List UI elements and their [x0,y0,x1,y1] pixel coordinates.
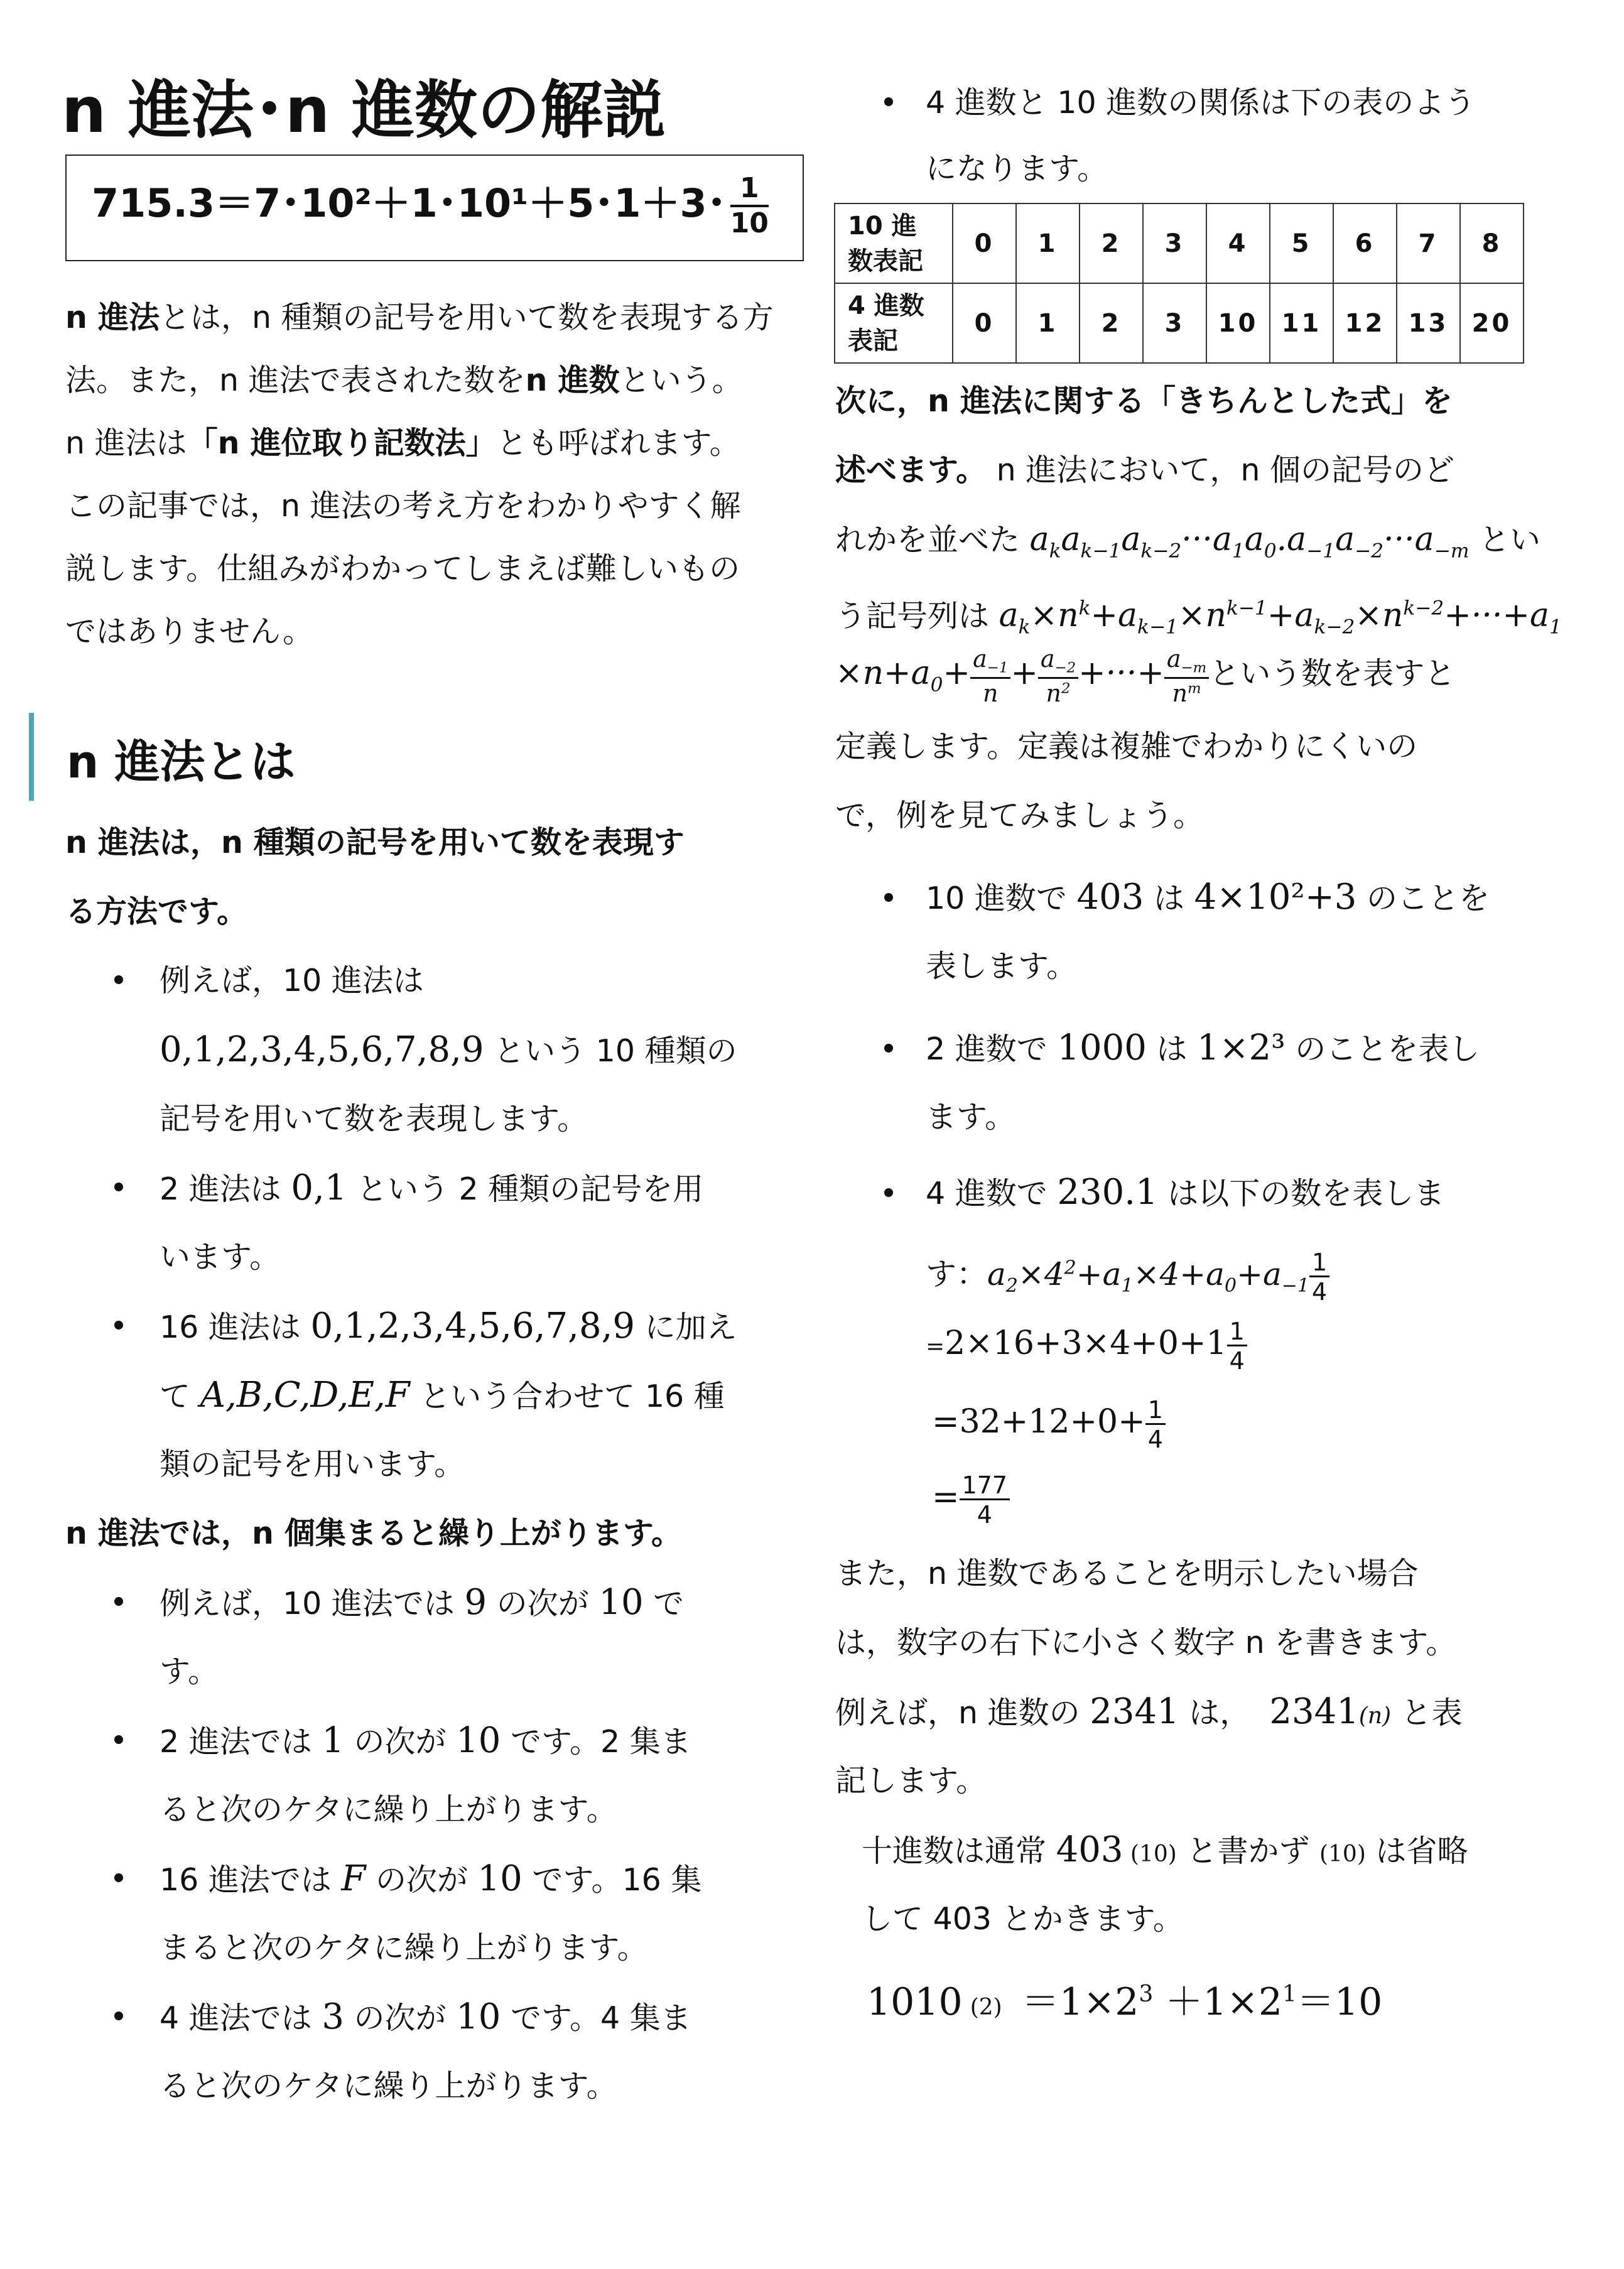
intro-text: 法。また，n 進法で表された数を [65,362,526,398]
bullet-1-line-3: 記号を用いて数を表現します。 [160,1101,588,1137]
example-text: は以下の数を表しま [1157,1176,1445,1211]
example-text: は [1144,880,1194,916]
intro-line-6: ではありません。 [65,614,313,649]
example-2-line-1 [926,1014,1480,1083]
calc-line-3 [932,1463,1010,1532]
number: 403 [1056,1829,1123,1870]
section-paragraph-1b: る方法です。 [65,894,248,929]
table-cell: 7 [1397,203,1460,283]
carry-bullet-1-line-1 [160,1569,684,1638]
intro-text: とも呼ばれます。 [496,425,740,461]
bullet-text: の次が [365,1862,478,1898]
table-cell: 12 [1333,283,1397,363]
bullet-3-line-1 [160,1292,737,1362]
base-subscript: (n) [1358,1703,1392,1729]
frac-num: 1 [1227,1318,1247,1346]
bullet-text: です。16 集 [522,1862,702,1898]
base-conversion-table [834,203,1524,364]
frac-den: 4 [1147,1426,1163,1453]
example-text: は [1146,1031,1197,1067]
definition-lead: 述べます。 [835,452,987,488]
number: 1010 [867,1980,963,2024]
notation-line-4: 記します。 [835,1763,987,1799]
table-cell: 5 [1270,203,1333,283]
formula-box [65,154,804,261]
number: 3 [322,1996,344,2037]
note-text: と書かず [1176,1833,1319,1869]
bullet-text: です。4 集ま [501,2000,691,2036]
math-expression: 4×10²+3 [1194,877,1357,918]
bullet-text: 2 進法は [160,1171,291,1207]
table-intro-line-1: 4 進数と 10 進数の関係は下の表のよう [926,85,1476,121]
definition-line-2 [835,436,1454,504]
carry-bullet-4-line-1 [160,1983,691,2052]
exponent: 1 [1282,1981,1297,2007]
bullet-1-line-1: 例えば，10 進法は [160,963,424,999]
row-header-text: 数表記 [848,246,923,276]
quarter-fraction [1145,1397,1166,1451]
bullet-3-line-3: 類の記号を用います。 [160,1446,465,1482]
page-title: n 進法･n 進数の解説 [62,73,666,147]
bullet-text: の次が [487,1586,599,1622]
equals-sign: = [932,1478,960,1516]
number: 1000 [1057,1027,1147,1068]
example-text: のことを表し [1285,1031,1480,1067]
digits-0-9: 0,1,2,3,4,5,6,7,8,9 [160,1029,484,1070]
decimal-note-line-1 [862,1816,1468,1888]
frac-num: 1 [1309,1249,1329,1277]
decimal-note-line-2: して 403 とかきます。 [862,1901,1184,1937]
carry-bullet-4-line-2: ると次のケタに繰り上がります。 [160,2068,617,2104]
number: F [341,1858,366,1899]
bullet-text: の次が [344,2000,457,2036]
definition-text: という数を表すと [1209,656,1456,691]
table-cell: 0 [953,203,1016,283]
example-1-line-1 [926,864,1490,933]
bullet-text: 2 進法では [160,1724,322,1760]
intro-text: という。 [619,362,743,398]
number: 2341 [1090,1691,1179,1732]
row-header-text: 表記 [848,326,898,355]
table-cell: 20 [1460,283,1524,363]
bullet-3-line-2 [160,1362,725,1431]
bullet-text: です。2 集ま [501,1724,691,1760]
number: 2341 [1269,1691,1359,1732]
row-header-text: 4 進数 [848,291,924,320]
term-n-shinsu: n 進数 [525,362,620,398]
formula-main: 715.3＝7･10²＋1･10¹＋5･1＋3･ [92,180,727,227]
bullet-2-line-2: います。 [160,1239,281,1275]
example-text: 10 進数で [926,880,1077,916]
bullet-text: 例えば，10 進法では [160,1586,465,1622]
notation-line-1: また，n 進数であることを明示したい場合 [835,1556,1419,1591]
example-1-line-2: 表します。 [926,948,1078,984]
bullet-text: に加え [635,1309,737,1345]
table-cell: 4 [1206,203,1270,283]
table-cell: 3 [1143,283,1206,363]
formula-fraction [730,172,769,240]
bullet-text: 4 進法では [160,2000,322,2036]
table-cell: 10 [1206,283,1270,363]
result-fraction [960,1472,1010,1527]
bullet-dot [884,1044,893,1053]
intro-line-4: この記事では，n 進法の考え方をわかりやすく解 [65,488,741,524]
bullet-text: という合わせて 16 種 [409,1378,725,1414]
expansion-formula: $a_k\times n^k+a_{k-1}\times n^{k-1}+a_{k-2}\times n^{k-2}+\cdot\cdot\cdot+a_1$ [999,597,1562,639]
note-text: は省略 [1365,1833,1468,1869]
carry-bullet-2-line-1 [160,1707,691,1776]
note-text: 十進数は通常 [862,1833,1056,1869]
number: 10 [598,1582,644,1623]
example-text: 4 進数で [926,1176,1058,1211]
frac-den: 4 [1312,1277,1328,1306]
carry-bullet-3-line-1 [160,1845,701,1914]
bullet-dot [114,1183,123,1191]
quarter-fraction [1227,1318,1247,1373]
expansion-formula-cont: $\times n+a_0+$ $\frac{a_{-1}}{n}$ + $\frac{a_{-2}}{n^2}$ +···+ $\frac{a_{-m}}{n^m}$ [835,654,1209,692]
definition-text: とい [1469,522,1540,558]
definition-line-6: 定義します。定義は複雑でわかりにくいの [835,728,1418,764]
formula-frac-num: 1 [730,172,769,207]
number: 10 [456,1996,501,2037]
frac-den: 4 [1229,1347,1245,1375]
row-header-base4 [835,283,953,363]
hex-letters: A,B,C,D,E,F [200,1375,410,1416]
formula [92,172,769,240]
table-cell: 0 [953,283,1016,363]
carry-bullet-3-line-2: まると次のケタに繰り上がります。 [160,1930,648,1966]
definition-text: れかを並べた [835,522,1030,558]
bullet-dot [114,1597,123,1606]
row-header-decimal [835,203,953,283]
bullet-2-line-1 [160,1154,703,1223]
notation-text: は， [1179,1695,1251,1731]
bullet-dot [884,893,893,902]
calc-line-2 [932,1388,1166,1456]
notation-text: 例えば，n 進数の [835,1695,1090,1731]
frac-num: 1 [1145,1397,1166,1425]
bullet-dot [114,975,123,984]
table-cell: 11 [1270,283,1333,363]
math-expression: $a_2\times 4^2+a_1\times 4+a_0+a_{-1}$ [987,1255,1310,1297]
table-cell: 2 [1080,203,1143,283]
number: 230.1 [1057,1172,1158,1213]
bullet-dot [884,1188,893,1197]
definition-line-5 [835,639,1455,718]
example-text: 2 進数で [926,1031,1058,1067]
table-cell: 13 [1397,283,1460,363]
frac-num: 177 [960,1472,1010,1500]
intro-line-2 [65,347,743,414]
math-expression: =32+12+0+ [932,1403,1145,1441]
term-place-value: 「n 進位取り記数法」 [187,425,497,461]
bullet-text: 16 進法は [160,1309,311,1345]
bullet-dot [114,1735,123,1744]
notation-text: と表 [1391,1695,1463,1731]
number: 1 [322,1720,344,1761]
table-row [835,203,1524,283]
notation-line-3 [835,1678,1463,1750]
table-cell: 2 [1080,283,1143,363]
calc-line-1 [926,1309,1247,1381]
term-n-shinho: n 進法 [65,300,160,335]
definition-line-1: 次に，n 進法に関する「きちんとした式」を [835,383,1453,419]
bullet-dot [114,1321,123,1329]
formula-frac-den: 10 [730,207,769,239]
section-heading: n 進法とは [67,735,296,788]
section-paragraph-2: n 進法では，n 個集まると繰り上がります。 [65,1515,682,1551]
carry-bullet-2-line-2: ると次のケタに繰り上がります。 [160,1792,617,1828]
math-expression: 1×2³ [1197,1027,1286,1068]
table-cell: 8 [1460,203,1524,283]
table-cell: 3 [1143,203,1206,283]
bullet-dot [114,1873,123,1882]
bullet-text: という 10 種類の [484,1033,737,1069]
intro-line-1 [65,284,774,352]
example-3-line-1 [926,1159,1444,1228]
table-intro-line-2: になります。 [926,151,1108,187]
example-text: のことを [1356,880,1490,916]
table-cell: 1 [1016,203,1080,283]
math-expression: ＝10 [1296,1980,1383,2024]
symbol-sequence: $a_ka_{k-1}a_{k-2}\cdot\cdot\cdot a_1a_0.a_{-1}a_{-2}\cdot\cdot\cdot a_{-m}$ [1029,521,1470,563]
bullet-text: という 2 種類の記号を用 [347,1171,704,1207]
bullet-dot [884,97,893,106]
digits-0-9: 0,1,2,3,4,5,6,7,8,9 [310,1306,636,1346]
notation-line-2: は，数字の右下に小さく数字 n を書きます。 [835,1625,1457,1660]
base-subscript: (2) [970,1995,1002,2020]
bullet-text: の次が [344,1724,457,1760]
bullet-text: で [643,1586,685,1622]
math-expression: ＋1×2 [1153,1980,1283,2024]
number: 9 [464,1582,487,1623]
row-header-text: 10 進 [848,211,917,241]
base-subscript: (10) [1123,1841,1177,1867]
math-expression: ＝1×2 [1009,1980,1139,2024]
binary-example [867,1961,1382,2042]
bullet-1-line-2 [160,1016,737,1085]
definition-line-3 [835,506,1540,585]
digits-binary: 0,1 [291,1167,347,1208]
definition-text: う記号列は [835,598,999,634]
carry-bullet-1-line-2: す。 [160,1654,219,1689]
number: 10 [456,1720,501,1761]
frac-den: 4 [977,1501,992,1529]
intro-text: n 進法は [65,425,187,461]
math-expression: 2×16+3×4+0+1 [945,1324,1227,1362]
example-text: す： [926,1256,988,1292]
example-2-line-2: ます。 [926,1099,1016,1135]
equals-sign: = [926,1334,945,1360]
table-cell: 6 [1333,203,1397,283]
intro-line-5: 説します。仕組みがわかってしまえば難しいもの [65,551,740,587]
bullet-text: 16 進法では [160,1862,342,1898]
base-subscript: (10) [1319,1841,1366,1867]
section-paragraph-1a: n 進法は，n 種類の記号を用いて数を表現す [65,825,685,860]
number: 10 [477,1858,522,1899]
table-cell: 1 [1016,283,1080,363]
table-row [835,283,1524,363]
exponent: 3 [1139,1981,1154,2007]
section-accent-bar [29,713,34,801]
number: 403 [1076,877,1144,918]
definition-line-7: で，例を見てみましょう。 [835,798,1204,833]
bullet-dot [114,2012,123,2020]
definition-text: n 進法において，n 個の記号のど [987,452,1454,488]
intro-line-3 [65,409,740,477]
intro-text: とは，n 種類の記号を用いて数を表現する方 [159,300,774,335]
bullet-text: て [160,1378,200,1414]
quarter-fraction [1309,1249,1329,1304]
example-3-line-2 [926,1234,1329,1320]
